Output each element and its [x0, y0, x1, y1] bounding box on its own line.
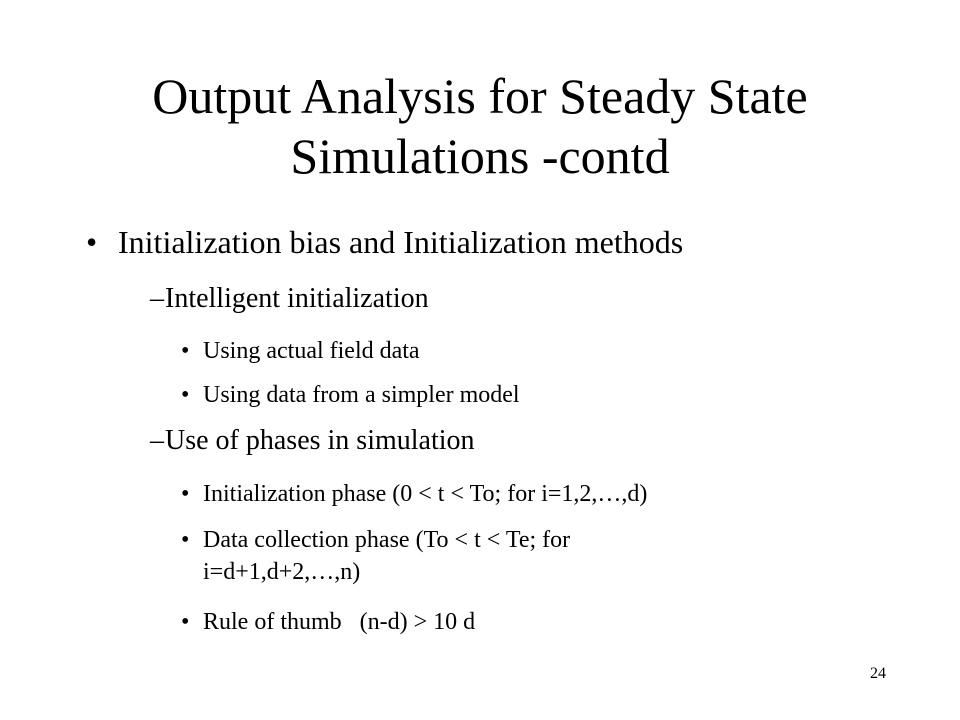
bullet-text: Using actual field data [203, 338, 420, 364]
slide-title-line-1: Output Analysis for Steady State [152, 68, 808, 124]
bullet-text-line-2: i=d+1,d+2,…,n) [203, 559, 361, 585]
bullet-marker: • [181, 609, 190, 635]
bullet-text: Rule of thumb (n-d) > 10 d [203, 609, 476, 635]
bullet-marker: • [181, 338, 190, 364]
bullet-text: Initialization phase (0 < t < To; for i=1,2,…,d) [203, 481, 648, 507]
bullet-text: Using data from a simpler model [203, 382, 520, 408]
bullet-marker: • [86, 224, 98, 260]
dash-marker: – [150, 283, 164, 314]
slide-title-line-2: Simulations -contd [290, 128, 670, 184]
bullet-marker: • [181, 527, 190, 553]
bullet-marker: • [181, 481, 190, 507]
bullet-marker: • [181, 382, 190, 408]
dash-marker: – [150, 425, 164, 456]
bullet-text: Intelligent initialization [165, 283, 429, 314]
bullet-text: Use of phases in simulation [165, 425, 475, 456]
bullet-text: Initialization bias and Initialization methods [118, 224, 684, 260]
page-number: 24 [870, 665, 886, 682]
bullet-text-line-1: Data collection phase (To < t < Te; for [203, 527, 571, 553]
